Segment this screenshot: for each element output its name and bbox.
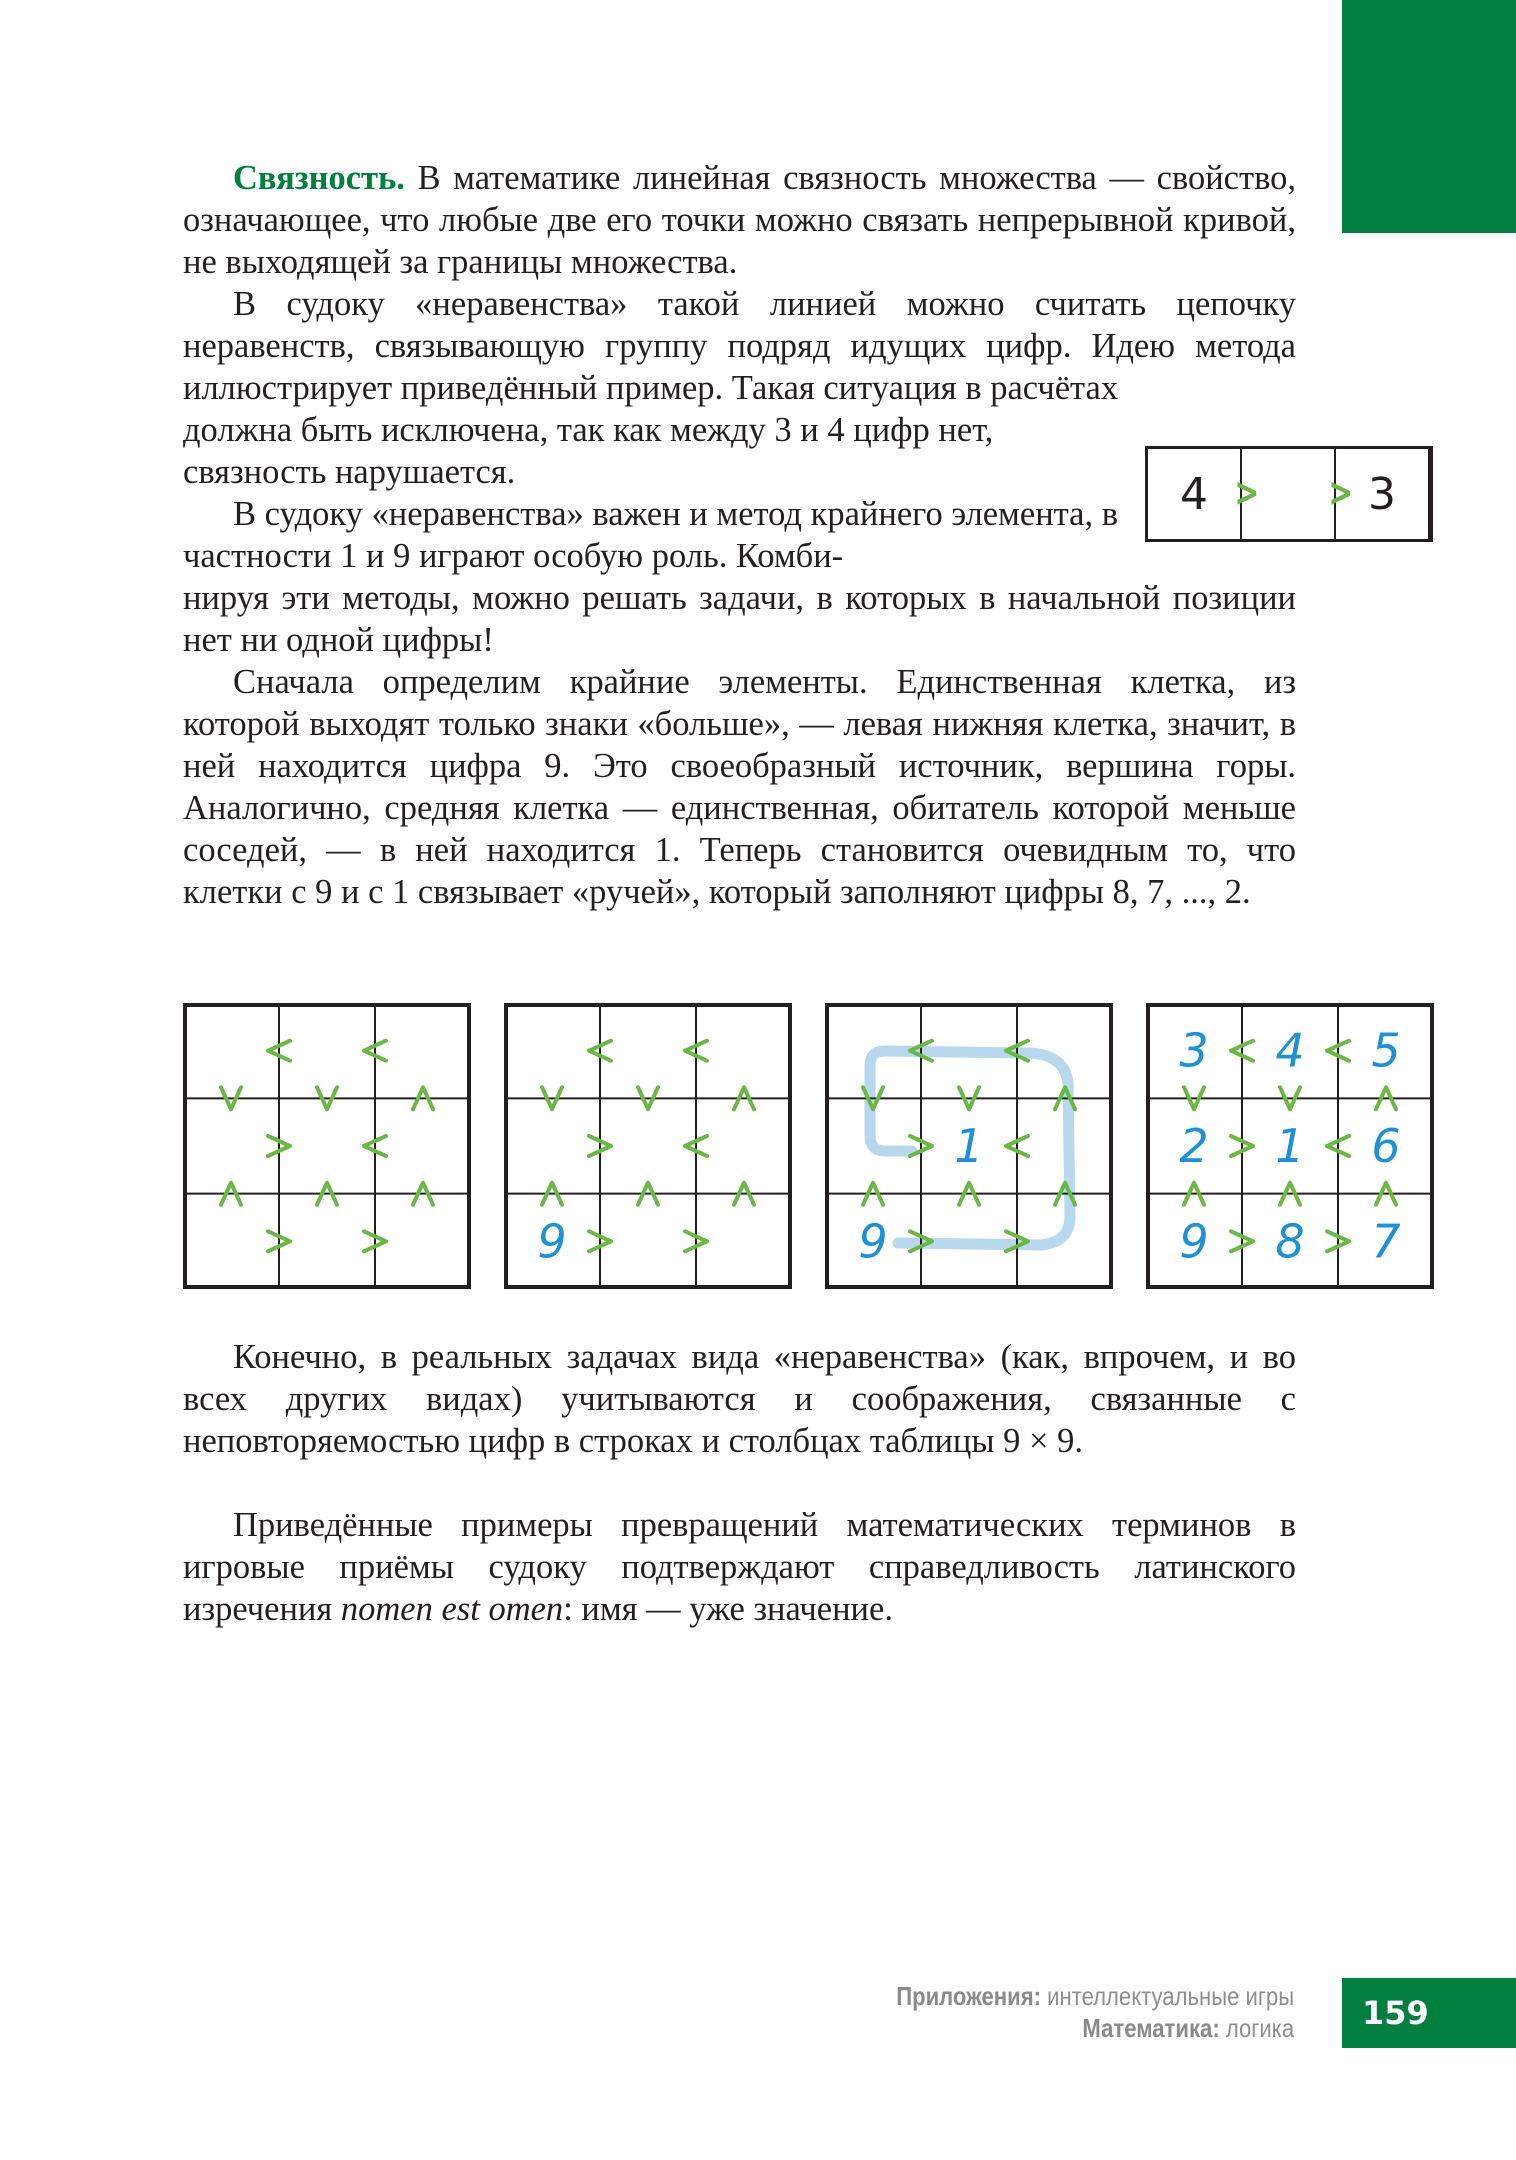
greater-than-sign: > — [1328, 470, 1354, 516]
paragraph-text: В математике линейная связность множества — свойство, означающее, что любые две его точки можно связать непрерывной кривой, не выходящей за границы множества. — [183, 159, 1296, 281]
paragraph-real-puzzles — [183, 1336, 1296, 1462]
paragraph-text: В судоку «неравенства» важен и метод крайнего элемента, в частности 1 и 9 играют особую роль. Комби- — [183, 495, 1119, 575]
paragraph-connectedness — [183, 157, 1296, 283]
cell-digit: 5 — [1371, 1023, 1401, 1078]
paragraph-text: В судоку «неравенства» такой линией можно считать цепочку неравенств, связывающую группу подряд идущих цифр. Идею метода иллюстрирует приведённый пример. Такая ситуация в расчётах — [183, 285, 1296, 407]
cell-digit: 9 — [858, 1214, 888, 1269]
paragraph-text: Приведённые примеры превращений математических терминов в игровые приёмы судоку подтверждают справедливость латинского изречения — [183, 1506, 1296, 1628]
footer-value: логика — [1219, 2013, 1294, 2043]
cell-digit: 2 — [1179, 1118, 1209, 1173]
puzzle-grid-empty — [183, 1003, 471, 1289]
inline-example-strip — [1145, 446, 1433, 542]
example-digit: 4 — [1180, 468, 1208, 520]
page-number: 159 — [1342, 1978, 1516, 2048]
greater-than-sign: > — [1234, 470, 1260, 516]
paragraph-text: : имя — уже значение. — [563, 1590, 893, 1628]
paragraph-nomen-est-omen — [183, 1504, 1296, 1630]
paragraph-continuation-2 — [183, 577, 1296, 661]
paragraph-solution-explanation — [183, 661, 1296, 913]
example-cell — [1148, 449, 1242, 539]
paragraph-text: Конечно, в реальных задачах вида «неравенства» (как, впрочем, и во всех других видах) учитываются и соображения, связанные с неповторяемостью цифр в строках и столбцах таблицы 9 × 9. — [183, 1338, 1296, 1460]
text-block-intro — [183, 157, 1296, 409]
cell-digit: 1 — [954, 1118, 984, 1173]
paragraph-text: должна быть исключена, так как между 3 и 4 цифр нет, связность нарушается. — [183, 411, 994, 491]
cell-digit: 9 — [1179, 1214, 1209, 1269]
text-block-middle — [183, 577, 1296, 913]
puzzle-grid-with-9 — [504, 1003, 792, 1289]
paragraph-extreme-element — [183, 493, 1118, 577]
cell-digit: 6 — [1371, 1118, 1401, 1173]
footer-line-subject — [896, 2012, 1294, 2044]
puzzle-grid-solved — [1146, 1003, 1434, 1289]
paragraph-text: Сначала определим крайние элементы. Единственная клетка, из которой выходят только знаки «больше», — левая нижняя клетка, значит, в ней находится цифра 9. Это своеобразный источник, вершина горы. Аналогично, средняя клетка — единственная, обитатель которой меньше соседей, — в ней находится 1. Теперь становится очевидным то, что клетки с 9 и с 1 связывает «ручей», который заполняют цифры 8, 7, ..., 2. — [183, 663, 1296, 911]
cell-digit: 9 — [537, 1214, 567, 1269]
chapter-tab-marker — [1342, 0, 1516, 233]
cell-digit: 7 — [1371, 1214, 1401, 1269]
cell-digit: 1 — [1275, 1118, 1305, 1173]
footer-line-section — [896, 1980, 1294, 2012]
text-block-narrow — [183, 409, 1118, 577]
cell-digit: 3 — [1179, 1023, 1209, 1078]
term-heading: Связность. — [233, 159, 405, 197]
footer-value: интеллектуальные игры — [1040, 1981, 1294, 2011]
cell-digit: 8 — [1275, 1214, 1305, 1269]
footer-label: Математика: — [1082, 2013, 1220, 2043]
footer-label: Приложения: — [896, 1981, 1041, 2011]
puzzle-grids-row — [183, 1003, 1433, 1289]
example-digit: 3 — [1368, 468, 1396, 520]
paragraph-continuation — [183, 409, 1118, 493]
text-block-conclusion — [183, 1336, 1296, 1630]
puzzle-grid-with-path — [825, 1003, 1113, 1289]
running-footer — [896, 1980, 1294, 2044]
cell-digit: 4 — [1275, 1023, 1305, 1078]
latin-phrase: nomen est omen — [340, 1590, 564, 1628]
paragraph-sudoku-chain — [183, 283, 1296, 409]
paragraph-text: нируя эти методы, можно решать задачи, в которых в начальной позиции нет ни одной цифры! — [183, 579, 1296, 659]
